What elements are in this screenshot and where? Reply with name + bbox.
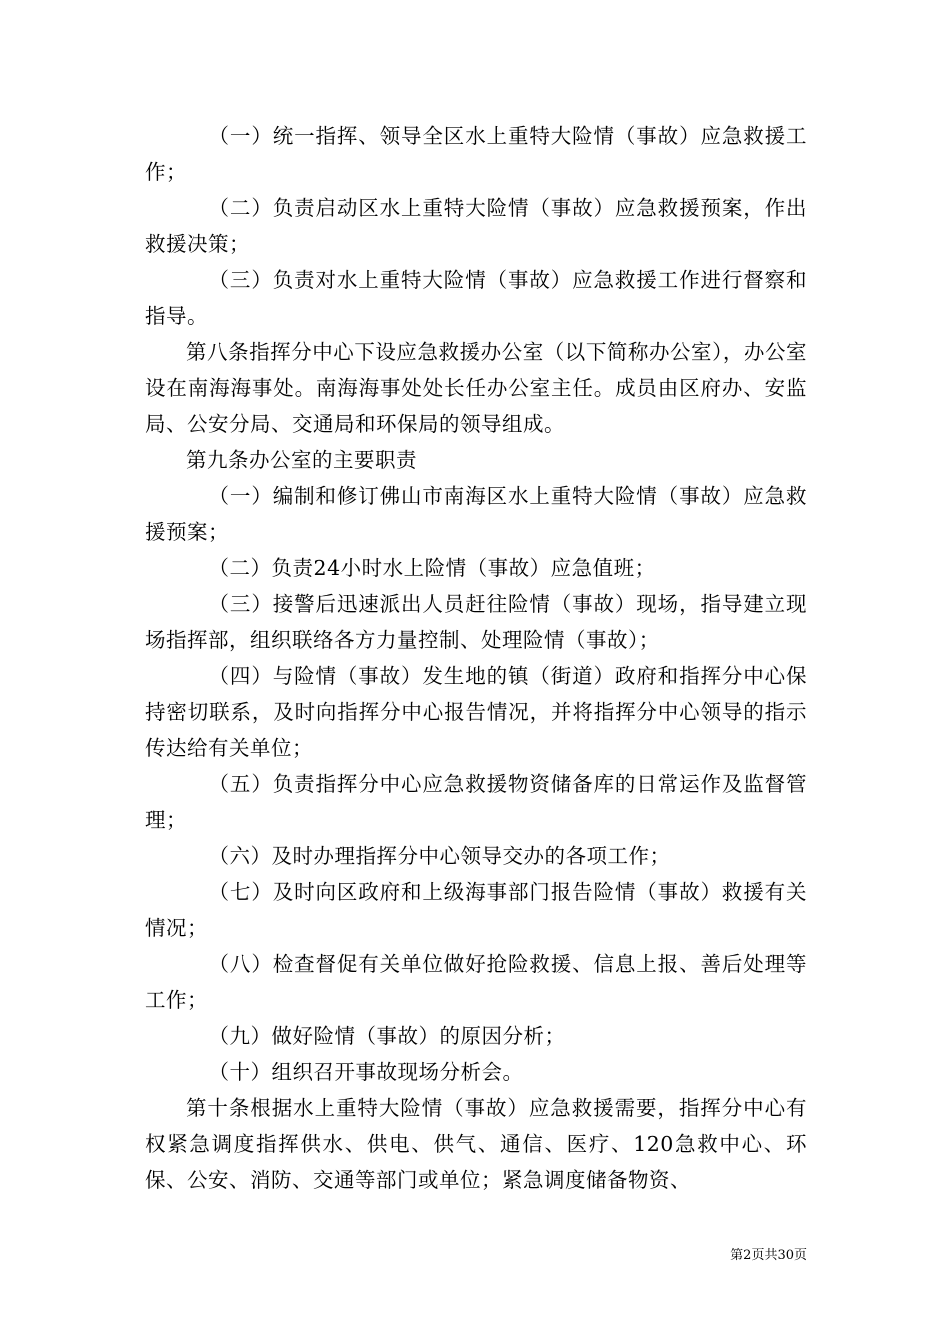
paragraph-item: （五）负责指挥分中心应急救援物资储备库的日常运作及监督管理； bbox=[145, 772, 807, 832]
paragraph-item: （二）负责24小时水上险情（事故）应急值班； bbox=[208, 556, 656, 580]
paragraph-item: （三）接警后迅速派出人员赶往险情（事故）现场，指导建立现场指挥部，组织联络各方力量控制、处理险情（事故）； bbox=[145, 592, 807, 652]
paragraph-item: （八）检查督促有关单位做好抢险救援、信息上报、善后处理等工作； bbox=[145, 952, 807, 1012]
paragraph-article: 第十条根据水上重特大险情（事故）应急救援需要，指挥分中心有权紧急调度指挥供水、供电、供气、通信、医疗、120急救中心、环保、公安、消防、交通等部门或单位；紧急调度储备物资、 bbox=[145, 1096, 807, 1192]
paragraph-item: （七）及时向区政府和上级海事部门报告险情（事故）救援有关情况； bbox=[145, 880, 807, 940]
page-number-footer: 第2页共30页 bbox=[730, 1248, 807, 1263]
paragraph-item: （六）及时办理指挥分中心领导交办的各项工作； bbox=[208, 844, 671, 868]
paragraph-item: （四）与险情（事故）发生地的镇（街道）政府和指挥分中心保持密切联系，及时向指挥分中心报告情况，并将指挥分中心领导的指示传达给有关单位； bbox=[145, 664, 807, 760]
paragraph-item: （二）负责启动区水上重特大险情（事故）应急救援预案，作出救援决策； bbox=[145, 196, 807, 256]
paragraph-item: （一）统一指挥、领导全区水上重特大险情（事故）应急救援工作； bbox=[145, 124, 807, 184]
paragraph-item: （一）编制和修订佛山市南海区水上重特大险情（事故）应急救援预案； bbox=[145, 484, 807, 544]
paragraph-item: （三）负责对水上重特大险情（事故）应急救援工作进行督察和指导。 bbox=[145, 268, 807, 328]
paragraph-item: （十）组织召开事故现场分析会。 bbox=[208, 1060, 524, 1084]
document-body bbox=[145, 118, 807, 1198]
paragraph-article: 第九条办公室的主要职责 bbox=[186, 448, 417, 472]
paragraph-item: （九）做好险情（事故）的原因分析； bbox=[208, 1024, 566, 1048]
paragraph-article: 第八条指挥分中心下设应急救援办公室（以下简称办公室），办公室设在南海海事处。南海海事处处长任办公室主任。成员由区府办、安监局、公安分局、交通局和环保局的领导组成。 bbox=[145, 340, 807, 436]
